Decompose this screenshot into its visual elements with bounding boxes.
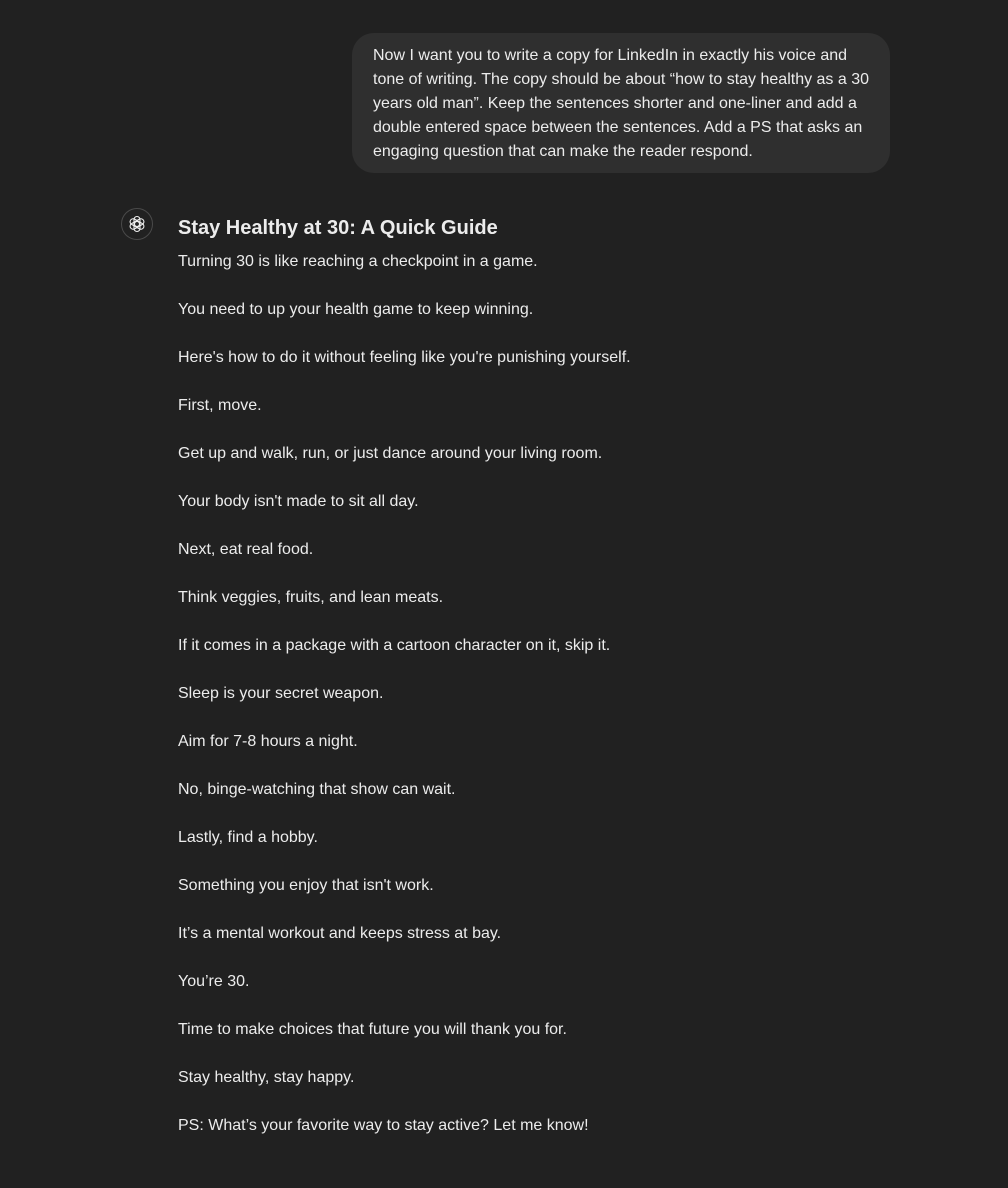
assistant-avatar — [121, 208, 153, 240]
response-line: Aim for 7-8 hours a night. — [178, 733, 358, 750]
response-line: Lastly, find a hobby. — [178, 829, 318, 846]
response-line: Time to make choices that future you will thank you for. — [178, 1021, 567, 1038]
response-line: First, move. — [178, 397, 262, 414]
response-line: PS: What’s your favorite way to stay active? Let me know! — [178, 1117, 589, 1134]
response-line: You need to up your health game to keep winning. — [178, 301, 534, 318]
response-line: Your body isn't made to sit all day. — [178, 493, 419, 510]
response-line: Sleep is your secret weapon. — [178, 685, 384, 702]
response-line: It’s a mental workout and keeps stress at bay. — [178, 925, 502, 942]
response-line: You’re 30. — [178, 973, 250, 990]
response-lines — [178, 250, 898, 1138]
openai-logo-icon — [127, 214, 147, 234]
response-line: Get up and walk, run, or just dance around your living room. — [178, 445, 603, 462]
response-title: Stay Healthy at 30: A Quick Guide — [178, 217, 498, 239]
response-line: Next, eat real food. — [178, 541, 314, 558]
response-line: Stay healthy, stay happy. — [178, 1069, 355, 1086]
response-line: Turning 30 is like reaching a checkpoint in a game. — [178, 253, 538, 270]
user-message-text: Now I want you to write a copy for LinkedIn in exactly his voice and tone of writing. The copy should be about “how to stay healthy as a 30 years old man”. Keep the sentences shorter and one-liner and add a double entered space between the sentences. Add a PS that asks an engaging question that can make the reader respond. — [373, 47, 870, 160]
response-line: If it comes in a package with a cartoon character on it, skip it. — [178, 637, 611, 654]
user-message-bubble — [352, 33, 890, 173]
response-line: Think veggies, fruits, and lean meats. — [178, 589, 444, 606]
response-line: Something you enjoy that isn't work. — [178, 877, 434, 894]
assistant-response — [178, 212, 898, 1162]
response-line: Here's how to do it without feeling like you're punishing yourself. — [178, 349, 631, 366]
response-line: No, binge-watching that show can wait. — [178, 781, 456, 798]
